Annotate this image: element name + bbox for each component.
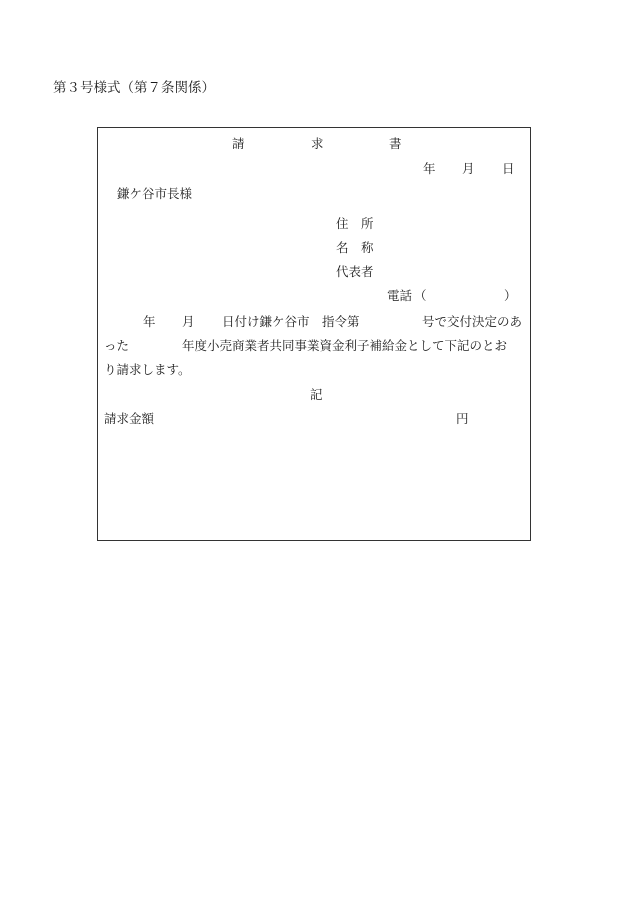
address-label: 住 所 — [336, 216, 374, 231]
body-line2-head: った — [104, 338, 130, 353]
body-line2-text: 年度小売商業者共同事業資金利子補給金として下記のとお — [182, 338, 508, 353]
name-label: 名 称 — [336, 240, 374, 255]
representative-label: 代表者 — [336, 264, 374, 279]
amount-label: 請求金額 — [104, 411, 155, 426]
body-date-reference: 日付け鎌ケ谷市 指令第 — [222, 314, 360, 329]
amount-unit: 円 — [456, 411, 469, 426]
date-year-label: 年 — [423, 161, 436, 176]
form-number-label: 第３号様式（第７条関係） — [53, 80, 215, 96]
body-month-label: 月 — [182, 314, 195, 329]
ki-heading: 記 — [310, 387, 323, 402]
phone-close-paren: ） — [504, 288, 517, 303]
phone-label: 電話 — [387, 288, 413, 303]
date-day-label: 日 — [502, 161, 515, 176]
body-line3-text: り請求します。 — [104, 362, 191, 377]
addressee: 鎌ケ谷市長様 — [117, 186, 193, 201]
phone-open-paren: （ — [414, 288, 427, 303]
title-char-2: 求 — [311, 136, 324, 151]
body-year-label: 年 — [143, 314, 156, 329]
title-char-1: 請 — [232, 136, 245, 151]
body-decision-text: 号で交付決定のあ — [422, 314, 523, 329]
date-month-label: 月 — [462, 161, 475, 176]
title-char-3: 書 — [389, 136, 402, 151]
